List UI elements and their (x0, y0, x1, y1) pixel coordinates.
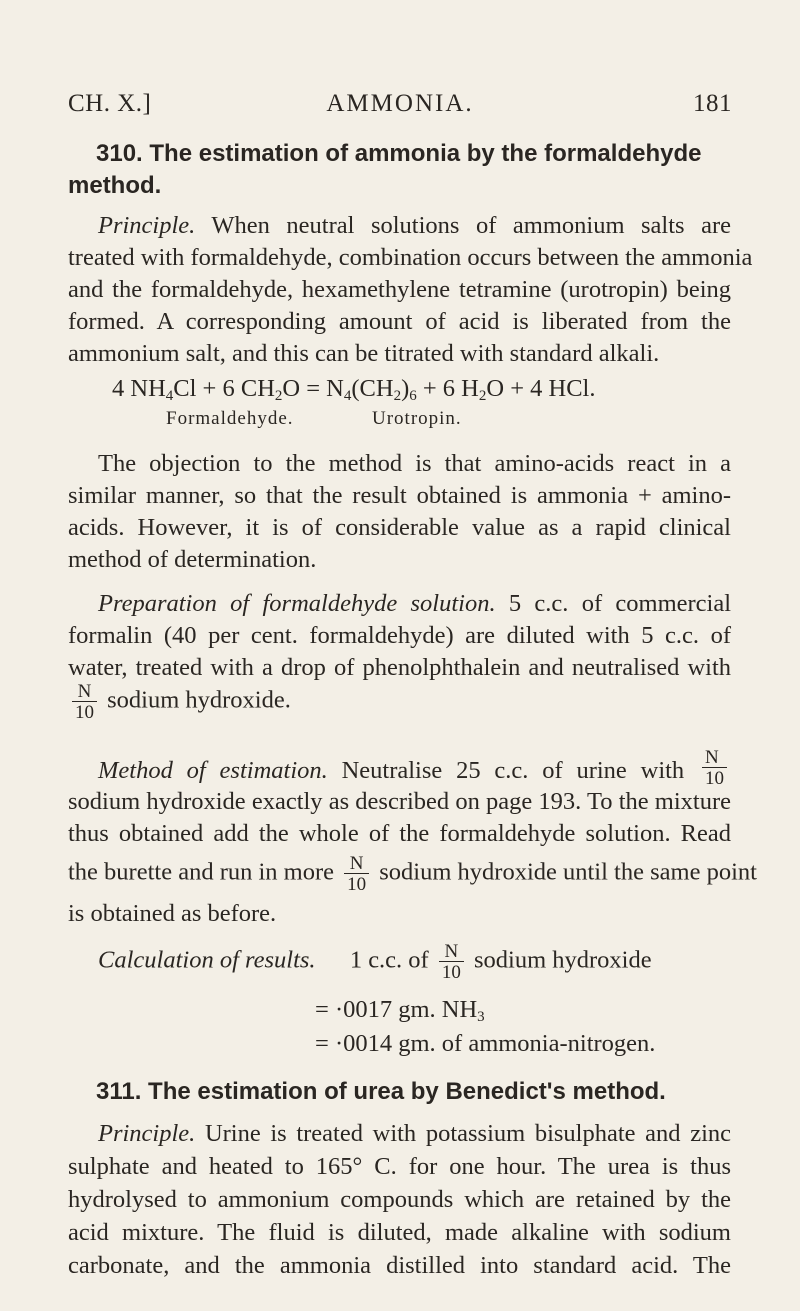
benedict-paragraph-line: Principle. Urine is treated with potassium bisulphate and zinc (98, 1120, 731, 1147)
principle-paragraph-line: Principle. When neutral solutions of ammonium salts are (98, 212, 732, 239)
benedict-paragraph-line: sulphate and heated to 165° C. for one hour. The urea is thus (68, 1153, 731, 1180)
principle-paragraph-line: ammonium salt, and this can be titrated with standard alkali. (68, 340, 660, 367)
section-311-heading: 311. The estimation of urea by Benedict's method. (96, 1078, 666, 1105)
method-paragraph-line: sodium hydroxide exactly as described on page 193. To the mixture (68, 788, 731, 815)
equation-label-urotropin: Urotropin. (372, 408, 462, 429)
preparation-paragraph-line: Preparation of formaldehyde solution. 5 c.c. of commercial (98, 590, 732, 617)
method-paragraph-line: the burette and run in more $\frac{N}{10}$ sodium hydroxide until the same point (68, 853, 757, 895)
principle-label: Principle. (98, 212, 196, 239)
benedict-paragraph-line: acid mixture. The fluid is diluted, made alkaline with sodium (68, 1219, 731, 1246)
objection-paragraph-line: The objection to the method is that amino-acids react in a (98, 450, 731, 477)
method-label: Method of estimation. (98, 757, 328, 784)
benedict-paragraph-line: carbonate, and the ammonia distilled into standard acid. The (68, 1252, 731, 1279)
equation-label-formaldehyde: Formaldehyde. (166, 408, 294, 429)
fraction-n-over-10: $\frac{N}{10}$ (72, 682, 97, 722)
running-title: AMMONIA. (326, 90, 474, 117)
calculation-line: Calculation of results. 1 c.c. of $\frac{N}{10}$ sodium hydroxide (98, 941, 652, 983)
principle-paragraph-line: formed. A corresponding amount of acid is liberated from the (68, 308, 731, 335)
objection-paragraph-line: method of determination. (68, 546, 317, 573)
calculation-label: Calculation of results. (98, 946, 316, 974)
method-paragraph-line: is obtained as before. (68, 900, 277, 927)
method-paragraph-line: thus obtained add the whole of the formaldehyde solution. Read (68, 820, 731, 847)
section-310-heading: 310. The estimation of ammonia by the formaldehyde (96, 140, 702, 167)
preparation-label: Preparation of formaldehyde solution. (98, 590, 496, 617)
chapter-label: CH. X.] (68, 90, 152, 117)
fraction-n-over-10: $\frac{N}{10}$ (344, 854, 369, 894)
benedict-paragraph-line: hydrolysed to ammonium compounds which are retained by the (68, 1186, 731, 1213)
chemical-equation: 4 $NH_4Cl + 6$ $CH_2O = N_4(CH_2)_6 + 6$ $H_2O + 4$ HCl. (112, 375, 596, 404)
objection-paragraph-line: similar manner, so that the result obtained is ammonia + amino- (68, 482, 731, 509)
section-310-heading-cont: method. (68, 172, 162, 199)
principle-paragraph-line: and the formaldehyde, hexamethylene tetramine (urotropin) being (68, 276, 731, 303)
preparation-paragraph-line: water, treated with a drop of phenolphthalein and neutralised with (68, 654, 731, 681)
calculation-ammonia-value: = ·0017 gm. $NH_3$ (315, 996, 485, 1025)
fraction-n-over-10: $\frac{N}{10}$ (702, 748, 727, 788)
preparation-paragraph-line: formalin (40 per cent. formaldehyde) are diluted with 5 c.c. of (68, 622, 731, 649)
fraction-n-over-10: $\frac{N}{10}$ (439, 942, 464, 982)
benedict-principle-label: Principle. (98, 1120, 196, 1147)
method-paragraph-line: Method of estimation. Neutralise 25 c.c. of urine with $\frac{N}{10}$ (98, 748, 731, 788)
principle-paragraph-line: treated with formaldehyde, combination occurs between the ammonia (68, 244, 753, 271)
page-number: 181 (693, 90, 732, 117)
calculation-nitrogen-value: = ·0014 gm. of ammonia-nitrogen. (315, 1030, 656, 1057)
preparation-paragraph-line: $\frac{N}{10}$ sodium hydroxide. (68, 682, 291, 722)
objection-paragraph-line: acids. However, it is of considerable value as a rapid clinical (68, 514, 731, 541)
